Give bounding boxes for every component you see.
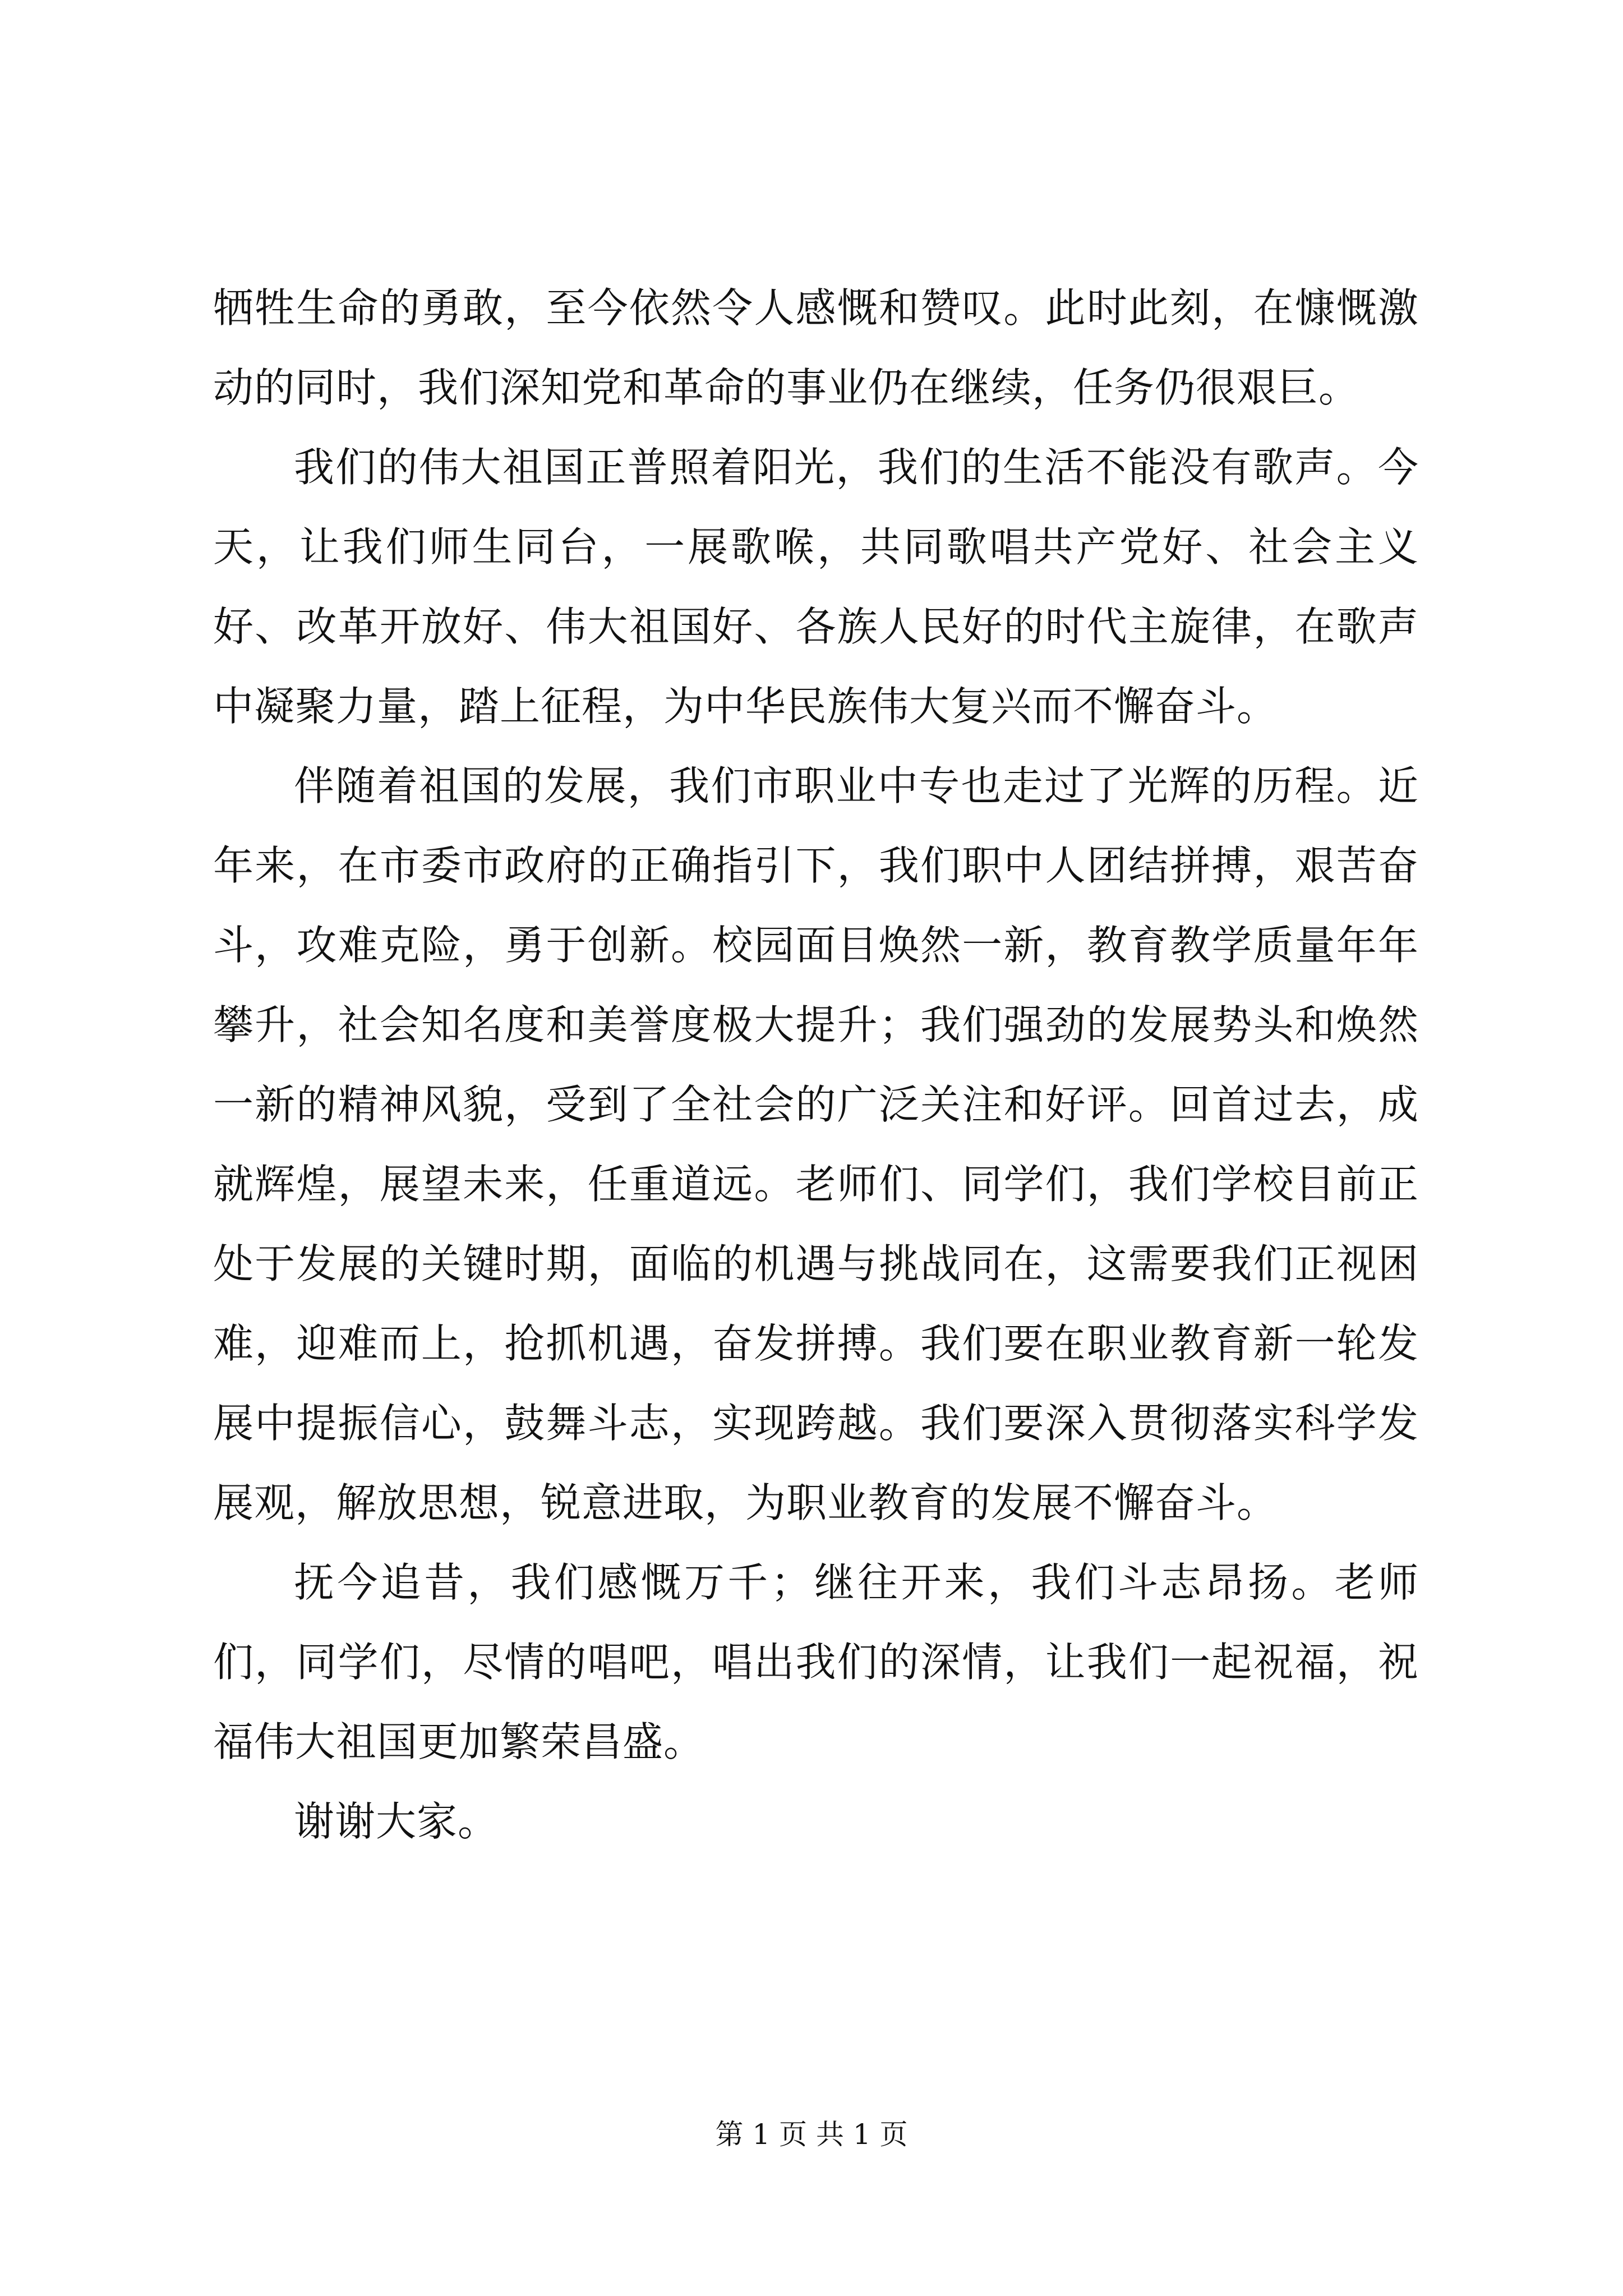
paragraph-1: 牺牲生命的勇敢，至今依然令人感慨和赞叹。此时此刻，在慷慨激动的同时，我们深知党和革命的事业仍在继续，任务仍很艰巨。 xyxy=(213,284,1419,411)
paragraph-5: 谢谢大家。 xyxy=(294,1798,499,1845)
page-number-footer: 第 1 页 共 1 页 xyxy=(715,2118,908,2151)
document-body xyxy=(213,268,1419,1861)
paragraph-2: 我们的伟大祖国正普照着阳光，我们的生活不能没有歌声。今天，让我们师生同台，一展歌喉，共同歌唱共产党好、社会主义好、改革开放好、伟大祖国好、各族人民好的时代主旋律，在歌声中凝聚力量，踏上征程，为中华民族伟大复兴而不懈奋斗。 xyxy=(213,444,1419,730)
paragraph-4: 抚今追昔，我们感慨万千；继往开来，我们斗志昂扬。老师们，同学们，尽情的唱吧，唱出我们的深情，让我们一起祝福，祝福伟大祖国更加繁荣昌盛。 xyxy=(213,1559,1419,1765)
paragraph-3: 伴随着祖国的发展，我们市职业中专也走过了光辉的历程。近年来，在市委市政府的正确指引下，我们职中人团结拼搏，艰苦奋斗，攻难克险，勇于创新。校园面目焕然一新，教育教学质量年年攀升，社会知名度和美誉度极大提升；我们强劲的发展势头和焕然一新的精神风貌，受到了全社会的广泛关注和好评。回首过去，成就辉煌，展望未来，任重道远。老师们、同学们，我们学校目前正处于发展的关键时期，面临的机遇与挑战同在，这需要我们正视困难，迎难而上，抢抓机遇，奋发拼搏。我们要在职业教育新一轮发展中提振信心，鼓舞斗志，实现跨越。我们要深入贯彻落实科学发展观，解放思想，锐意进取，为职业教育的发展不懈奋斗。 xyxy=(213,762,1419,1526)
